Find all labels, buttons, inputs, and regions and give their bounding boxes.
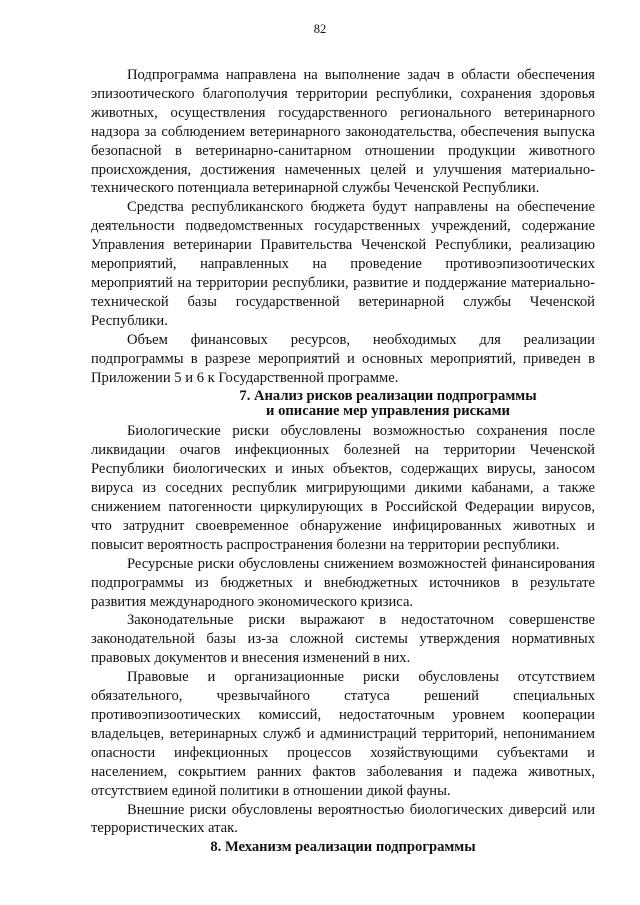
paragraph-financial-resources: Объем финансовых ресурсов, необходимых для реализации подпрограммы в разрезе мероприятий и основных мероприятий, приведен в Приложении 5 и 6 к Государственной программе. bbox=[91, 331, 595, 386]
page-number: 82 bbox=[313, 22, 327, 36]
paragraph-legislative-risks: Законодательные риски выражают в недостаточном совершенстве законодательной базы из-за сложной системы утверждения нормативных правовых документов и внесения изменений в них. bbox=[91, 612, 595, 667]
section-8-heading: 8. Механизм реализации подпрограммы bbox=[210, 839, 476, 856]
section-7-heading bbox=[91, 389, 595, 419]
paragraph-budget-funds: Средства республиканского бюджета будут направлены на обеспечение деятельности подведомственных государственных учреждений, содержание Управления ветеринарии Правительства Чеченской Республики, реализацию мероприятий, направленных на проведение противоэпизоотических мероприятий на территории республики, развитие и поддержание материально-технической базы государственной ветеринарной службы Чеченской Республики. bbox=[91, 199, 595, 329]
paragraph-biological-risks: Биологические риски обусловлены возможностью сохранения после ликвидации очагов инфекционных болезней на территории Чеченской Республики биологических и иных объектов, содержащих вирусы, заносом вируса из соседних республик мигрирующими дикими кабанами, а также снижением патогенности циркулирующих в Российской Федерации вирусов, что затруднит своевременное обнаружение инфицированных животных и повысит вероятность распространения болезни на территории республики. bbox=[91, 423, 595, 553]
paragraph-external-risks: Внешние риски обусловлены вероятностью биологических диверсий или террористических атак. bbox=[91, 801, 595, 837]
paragraph-subprogram-goals: Подпрограмма направлена на выполнение задач в области обеспечения эпизоотического благополучия территории республики, сохранения здоровья животных, осуществления государственного регионального ветеринарного надзора за соблюдением ветеринарного законодательства, обеспечения выпуска безопасной в ветеринарно-санитарном отношении продукции животного происхождения, достижения намеченных целей и улучшения материально-технического потенциала ветеринарной службы Чеченской Республики. bbox=[91, 67, 595, 197]
paragraph-resource-risks: Ресурсные риски обусловлены снижением возможностей финансирования подпрограммы из бюджетных и внебюджетных источников в результате развития международного экономического кризиса. bbox=[91, 555, 595, 610]
section-7-title-line-1: 7. Анализ рисков реализации подпрограммы bbox=[239, 388, 537, 405]
section-7-title-line-2: и описание мер управления рисками bbox=[266, 403, 510, 420]
page-body bbox=[91, 66, 595, 855]
paragraph-legal-organizational-risks: Правовые и организационные риски обусловлены отсутствием обязательного, чрезвычайного статуса решений специальных противоэпизоотических комиссий, недостаточным уровнем кооперации владельцев, ветеринарных служб и администраций территорий, непониманием опасности инфекционных процессов хозяйствующими субъектами и населением, сокрытием ранних фактов заболевания и падежа животных, отсутствием единой политики в отношении дикой фауны. bbox=[91, 669, 595, 799]
